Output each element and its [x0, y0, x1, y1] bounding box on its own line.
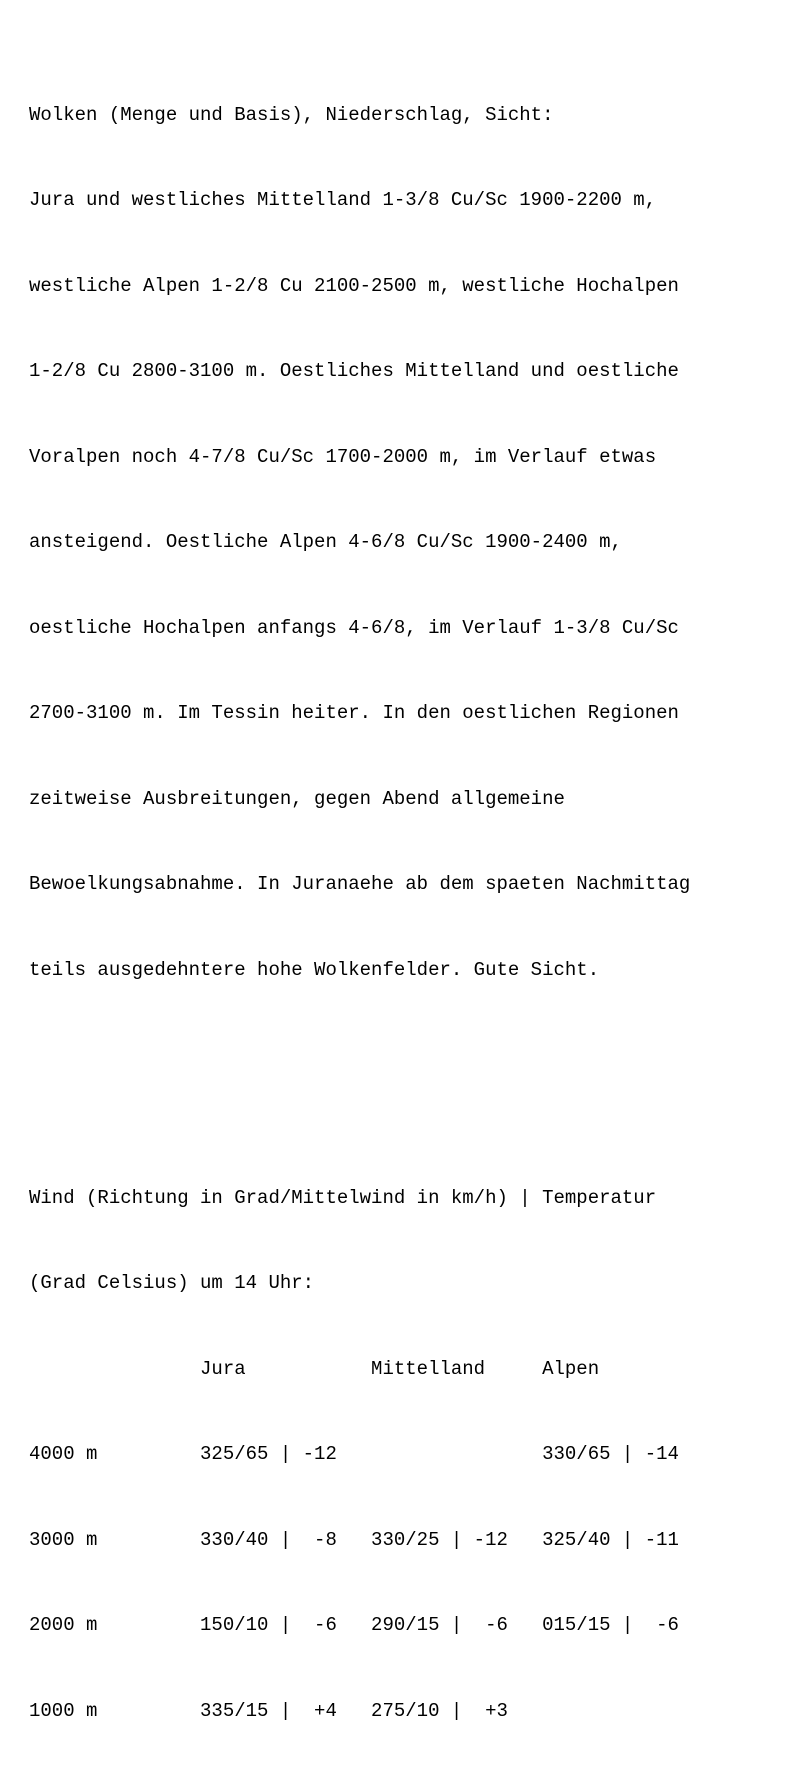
wind-heading-line-2: (Grad Celsius) um 14 Uhr:	[29, 1272, 315, 1294]
wind-table-header: Jura Mittelland Alpen	[29, 1357, 600, 1380]
clouds-text-line: 2700-3100 m. Im Tessin heiter. In den oestlichen Regionen	[29, 702, 679, 724]
clouds-text-line: 1-2/8 Cu 2800-3100 m. Oestliches Mittelland und oestliche	[29, 360, 679, 382]
clouds-text-line: oestliche Hochalpen anfangs 4-6/8, im Verlauf 1-3/8 Cu/Sc	[29, 616, 679, 639]
clouds-text-line: ansteigend. Oestliche Alpen 4-6/8 Cu/Sc 1900-2400 m,	[29, 531, 622, 553]
wind-heading-line-1: Wind (Richtung in Grad/Mittelwind in km/h) | Temperatur	[29, 1186, 657, 1209]
clouds-text-line: Bewoelkungsabnahme. In Juranaehe ab dem spaeten Nachmittag	[29, 873, 691, 895]
wind-table-row-3000m: 3000 m 330/40 | -8 330/25 | -12 325/40 | -11	[29, 1528, 679, 1551]
paragraph-separator	[29, 1070, 800, 1099]
clouds-text-line: Jura und westliches Mittelland 1-3/8 Cu/Sc 1900-2200 m,	[29, 189, 657, 211]
clouds-heading: Wolken (Menge und Basis), Niederschlag, Sicht:	[29, 103, 554, 126]
clouds-text-line: westliche Alpen 1-2/8 Cu 2100-2500 m, westliche Hochalpen	[29, 274, 679, 297]
wind-table-row-2000m: 2000 m 150/10 | -6 290/15 | -6 015/15 | -6	[29, 1614, 679, 1636]
wind-table-row-4000m: 4000 m 325/65 | -12 330/65 | -14	[29, 1443, 679, 1465]
clouds-text-line: Voralpen noch 4-7/8 Cu/Sc 1700-2000 m, im Verlauf etwas	[29, 445, 657, 468]
clouds-text-line: zeitweise Ausbreitungen, gegen Abend allgemeine	[29, 787, 565, 810]
wind-table-row-1000m: 1000 m 335/15 | +4 275/10 | +3	[29, 1699, 508, 1722]
clouds-text-line: teils ausgedehntere hohe Wolkenfelder. Gute Sicht.	[29, 958, 600, 981]
